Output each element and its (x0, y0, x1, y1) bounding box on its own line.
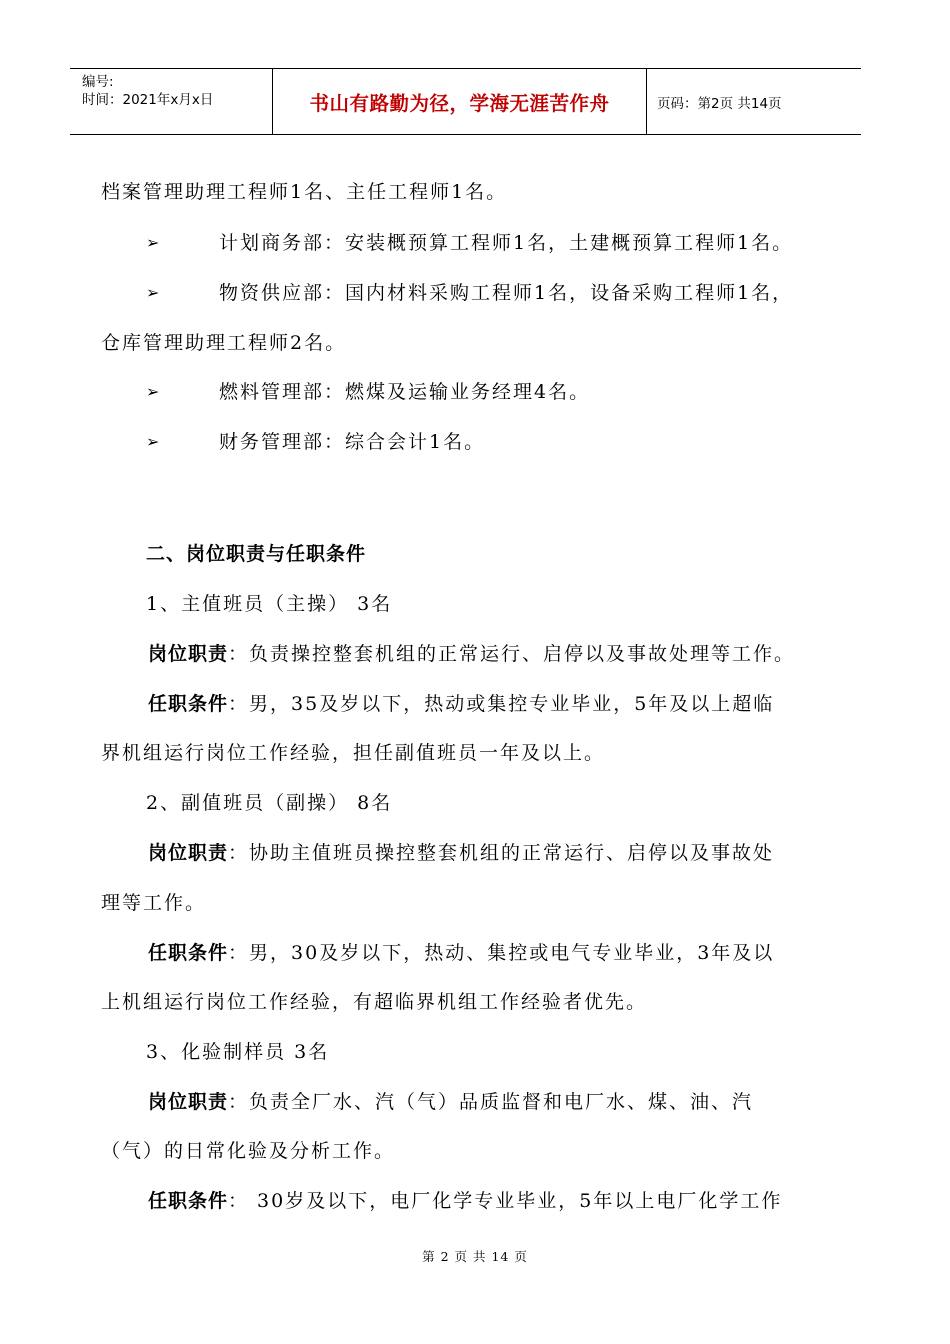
bullet-arrow-icon: ➢ (146, 283, 160, 302)
text-line: 上机组运行岗位工作经验，有超临界机组工作经验者优先。 (101, 991, 648, 1013)
req-line (148, 1189, 782, 1213)
text-line: 理等工作。 (101, 892, 207, 914)
bullet-item: 物资供应部：国内材料采购工程师1名，设备采购工程师1名， (219, 282, 794, 304)
text-line: 档案管理助理工程师1名、主任工程师1名。 (101, 181, 508, 203)
req-line (148, 692, 774, 716)
text-line: （气）的日常化验及分析工作。 (101, 1140, 396, 1162)
duty-line (148, 1090, 753, 1114)
text-line: 界机组运行岗位工作经验，担任副值班员一年及以上。 (101, 742, 606, 764)
bullet-arrow-icon: ➢ (146, 382, 160, 401)
header-motto: 书山有路勤为径，学海无涯苦作舟 (273, 69, 647, 134)
bullet-item: 计划商务部：安装概预算工程师1名，土建概预算工程师1名。 (219, 232, 794, 254)
header-info (70, 69, 273, 134)
bullet-arrow-icon: ➢ (146, 432, 160, 451)
duty-label: 岗位职责 (148, 643, 229, 665)
position-title: 2、副值班员（副操） 8名 (146, 792, 393, 814)
req-label: 任职条件 (148, 942, 229, 964)
page-header (70, 68, 861, 135)
req-text: ：男，35及岁以下，热动或集控专业毕业，5年及以上超临 (228, 693, 775, 715)
bullet-item: 燃料管理部：燃煤及运输业务经理4名。 (219, 381, 591, 403)
serial-label: 编号: (82, 74, 114, 90)
bullet-arrow-icon: ➢ (146, 233, 160, 252)
header-page-label: 页码：第2页 共14页 (657, 95, 782, 112)
duty-label: 岗位职责 (148, 1091, 229, 1113)
duty-label: 岗位职责 (148, 842, 229, 864)
duty-line (148, 642, 795, 666)
req-text: ：男，30及岁以下，热动、集控或电气专业毕业，3年及以 (228, 942, 775, 964)
req-label: 任职条件 (148, 693, 229, 715)
section-title: 二、岗位职责与任职条件 (146, 543, 367, 565)
duty-text: ：负责操控整套机组的正常运行、启停以及事故处理等工作。 (228, 643, 796, 665)
position-title: 3、化验制样员 3名 (146, 1041, 330, 1063)
time-label: 时间：2021年x月x日 (82, 92, 214, 108)
req-label: 任职条件 (148, 1190, 229, 1212)
duty-line (148, 841, 774, 865)
page-footer: 第 2 页 共 14 页 (422, 1249, 528, 1264)
position-title: 1、主值班员（主操） 3名 (146, 593, 393, 615)
duty-text: ：协助主值班员操控整套机组的正常运行、启停以及事故处 (228, 842, 775, 864)
req-line (148, 941, 774, 965)
text-line: 仓库管理助理工程师2名。 (101, 332, 347, 354)
req-text: ： 30岁及以下，电厂化学专业毕业，5年以上电厂化学工作 (228, 1190, 783, 1212)
bullet-item: 财务管理部：综合会计1名。 (219, 431, 486, 453)
duty-text: ：负责全厂水、汽（气）品质监督和电厂水、煤、油、汽 (228, 1091, 754, 1113)
